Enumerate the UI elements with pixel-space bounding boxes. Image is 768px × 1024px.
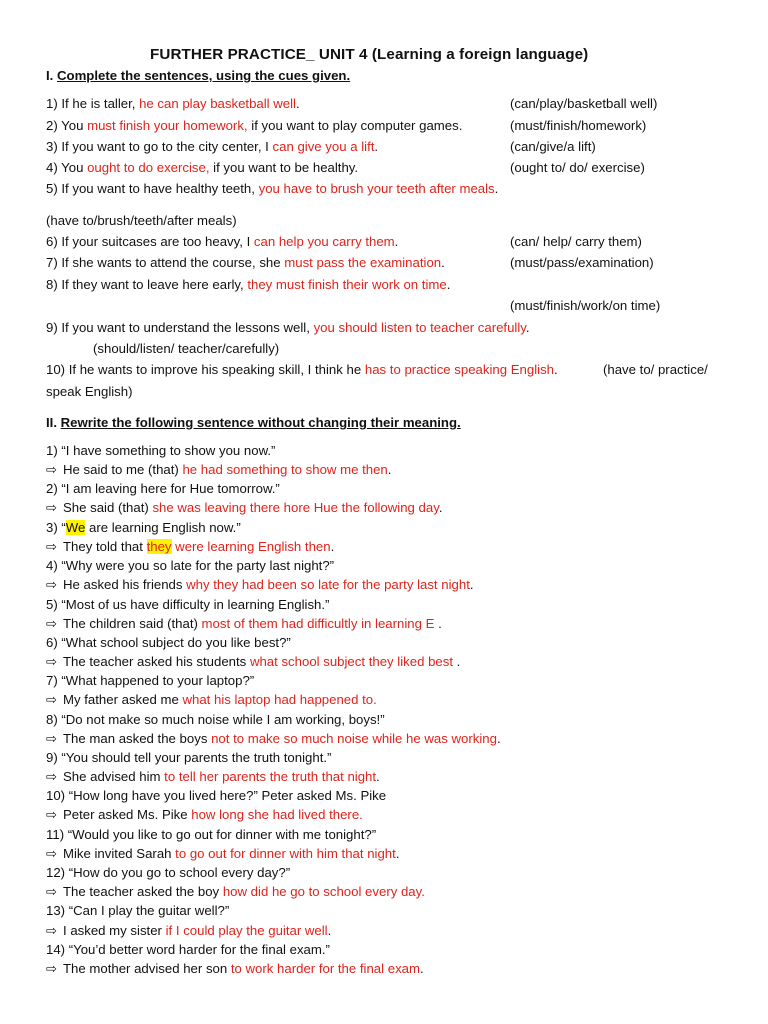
arrow-icon: ⇨ [46, 692, 58, 707]
question-line: 9) “You should tell your parents the truth tonight.” [46, 750, 332, 765]
arrow-icon: ⇨ [46, 961, 58, 976]
item-text: . [446, 277, 451, 292]
answer-text: they must finish their work on time [247, 277, 447, 292]
item-text: The mother advised her son [63, 961, 231, 976]
answer-text: he had something to show me then [182, 462, 388, 477]
cue-text: (ought to/ do/ exercise) [510, 160, 645, 175]
question-line: 13) “Can I play the guitar well?” [46, 903, 230, 918]
answer-line [46, 539, 334, 555]
answer-line [46, 846, 399, 862]
item-text: The teacher asked the boy [63, 884, 223, 899]
question-line: 12) “How do you go to school every day?” [46, 865, 291, 880]
item-text: 5) If you want to have healthy teeth, [46, 181, 259, 196]
item-text: Mike invited Sarah [63, 846, 176, 861]
answer-line [46, 462, 391, 478]
cue-text: (can/ help/ carry them) [510, 234, 642, 249]
exercise-1-item [46, 255, 445, 271]
answer-text: to work harder for the final exam [230, 961, 420, 976]
section-2-number: II. [46, 415, 61, 430]
exercise-1-item [46, 139, 378, 155]
answer-text: she was leaving there hore Hue the following day [152, 500, 439, 515]
answer-text: he can play basketball well [139, 96, 296, 111]
answer-line [46, 923, 331, 939]
item-text: . [394, 234, 399, 249]
item-text: 7) If she wants to attend the course, she [46, 255, 285, 270]
arrow-icon: ⇨ [46, 731, 58, 746]
cue-text: (can/give/a lift) [510, 139, 596, 154]
item-text: 3) If you want to go to the city center, I [46, 139, 273, 154]
answer-text: ought to do exercise, [87, 160, 210, 175]
section-2-heading [46, 415, 461, 431]
item-text: . [374, 139, 379, 154]
answer-line [46, 884, 425, 900]
answer-text: if I could play the guitar well [165, 923, 328, 938]
cue-text: (must/finish/homework) [510, 118, 647, 133]
item-text: . [496, 731, 501, 746]
question-line: 14) “You’d better word harder for the final exam.” [46, 942, 330, 957]
answer-text: can help you carry them [253, 234, 395, 249]
question-line: 6) “What school subject do you like best?” [46, 635, 291, 650]
arrow-icon: ⇨ [46, 462, 58, 477]
section-1-number: I. [46, 68, 57, 83]
arrow-icon: ⇨ [46, 500, 58, 515]
question-line: 4) “Why were you so late for the party last night?” [46, 558, 335, 573]
question-line: 5) “Most of us have difficulty in learning English.” [46, 597, 330, 612]
section-1-heading [46, 68, 350, 84]
answer-line [46, 577, 474, 593]
arrow-icon: ⇨ [46, 846, 58, 861]
item-text: if you want to be healthy. [209, 160, 359, 175]
item-text: . [330, 539, 335, 554]
item-text: . [419, 961, 424, 976]
page-title: FURTHER PRACTICE_ UNIT 4 (Learning a foreign language) [150, 46, 589, 63]
answer-text: how long she had lived there. [191, 807, 363, 822]
item-text: 6) If your suitcases are too heavy, I [46, 234, 254, 249]
item-text: . [525, 320, 530, 335]
item-text: . [469, 577, 474, 592]
cue-text: speak English) [46, 384, 133, 399]
item-text: 9) If you want to understand the lessons well, [46, 320, 314, 335]
question-line: 2) “I am leaving here for Hue tomorrow.” [46, 481, 280, 496]
item-text: . [441, 255, 445, 270]
item-text: 8) If they want to leave here early, [46, 277, 248, 292]
answer-text: can give you a lift [272, 139, 375, 154]
item-text: She said (that) [63, 500, 153, 515]
item-text: They told that [63, 539, 147, 554]
highlighted-word: they [146, 539, 172, 554]
item-text: . [434, 616, 442, 631]
answer-line [46, 500, 443, 516]
answer-text: what school subject they liked best [249, 654, 453, 669]
exercise-1-item [46, 160, 358, 176]
answer-line [46, 807, 363, 823]
answer-line [46, 961, 424, 977]
answer-text: you should listen to teacher carefully [313, 320, 526, 335]
item-text: . [438, 500, 443, 515]
highlighted-word: We [65, 520, 86, 535]
arrow-icon: ⇨ [46, 769, 58, 784]
item-text: The children said (that) [63, 616, 202, 631]
section-1-title: Complete the sentences, using the cues given. [57, 68, 351, 83]
arrow-icon: ⇨ [46, 884, 58, 899]
arrow-icon: ⇨ [46, 654, 58, 669]
section-2-title: Rewrite the following sentence without changing their meaning. [60, 415, 461, 430]
answer-text: why they had been so late for the party last night [186, 577, 470, 592]
answer-line [46, 769, 380, 785]
cue-text: (have to/ practice/ [603, 362, 708, 377]
arrow-icon: ⇨ [46, 807, 58, 822]
question-line: 10) “How long have you lived here?” Peter asked Ms. Pike [46, 788, 387, 803]
item-text: . [295, 96, 300, 111]
item-text: . [453, 654, 461, 669]
item-text: I asked my sister [63, 923, 166, 938]
item-text: Peter asked Ms. Pike [63, 807, 192, 822]
answer-text: to tell her parents the truth that night [164, 769, 377, 784]
answer-text: to go out for dinner with him that night [175, 846, 396, 861]
item-text: The teacher asked his students [63, 654, 250, 669]
cue-text: (should/listen/ teacher/carefully) [93, 341, 280, 356]
question-line: 1) “I have something to show you now.” [46, 443, 276, 458]
item-text: He said to me (that) [63, 462, 183, 477]
answer-text: not to make so much noise while he was working [211, 731, 497, 746]
item-text: The man asked the boys [63, 731, 212, 746]
exercise-1-item [46, 320, 530, 336]
answer-line [46, 654, 460, 670]
exercise-1-item [46, 118, 462, 134]
cue-text: (can/play/basketball well) [510, 96, 658, 111]
answer-text: most of them had difficultly in learning E [201, 616, 435, 631]
cue-text: (must/finish/work/on time) [510, 298, 661, 313]
question-line: 7) “What happened to your laptop?” [46, 673, 255, 688]
arrow-icon: ⇨ [46, 923, 58, 938]
question-line [46, 520, 241, 536]
question-line: 11) “Would you like to go out for dinner with me tonight?” [46, 827, 377, 842]
answer-text: you have to brush your teeth after meals [258, 181, 495, 196]
item-text: She advised him [63, 769, 165, 784]
item-text: if you want to play computer games. [247, 118, 463, 133]
exercise-1-item [46, 181, 498, 197]
item-text: He asked his friends [63, 577, 187, 592]
item-text: 2) You [46, 118, 88, 133]
answer-text: what his laptop had happened to. [182, 692, 377, 707]
item-text: 3) “ [46, 520, 66, 535]
item-text: . [376, 769, 380, 784]
question-line: 8) “Do not make so much noise while I am working, boys!” [46, 712, 385, 727]
answer-line [46, 731, 501, 747]
item-text: . [554, 362, 558, 377]
item-text: . [494, 181, 499, 196]
answer-text: how did he go to school every day. [222, 884, 425, 899]
item-text: are learning English now.” [85, 520, 241, 535]
cue-text: (have to/brush/teeth/after meals) [46, 213, 237, 228]
item-text: 10) If he wants to improve his speaking skill, I think he [46, 362, 365, 377]
item-text: 1) If he is taller, [46, 96, 140, 111]
answer-line [46, 616, 442, 632]
exercise-1-item [46, 234, 398, 250]
item-text: 4) You [46, 160, 88, 175]
arrow-icon: ⇨ [46, 577, 58, 592]
arrow-icon: ⇨ [46, 616, 58, 631]
item-text: . [387, 462, 392, 477]
item-text: My father asked me [63, 692, 183, 707]
cue-text: (must/pass/examination) [510, 255, 654, 270]
arrow-icon: ⇨ [46, 539, 58, 554]
exercise-1-item [46, 277, 450, 293]
answer-text: must finish your homework, [87, 118, 248, 133]
answer-text: has to practice speaking English [364, 362, 554, 377]
answer-text: were learning English then [171, 539, 331, 554]
exercise-1-item [46, 96, 300, 112]
item-text: . [395, 846, 400, 861]
answer-line [46, 692, 377, 708]
exercise-1-item [46, 362, 558, 378]
item-text: . [327, 923, 332, 938]
answer-text: must pass the examination [284, 255, 442, 270]
